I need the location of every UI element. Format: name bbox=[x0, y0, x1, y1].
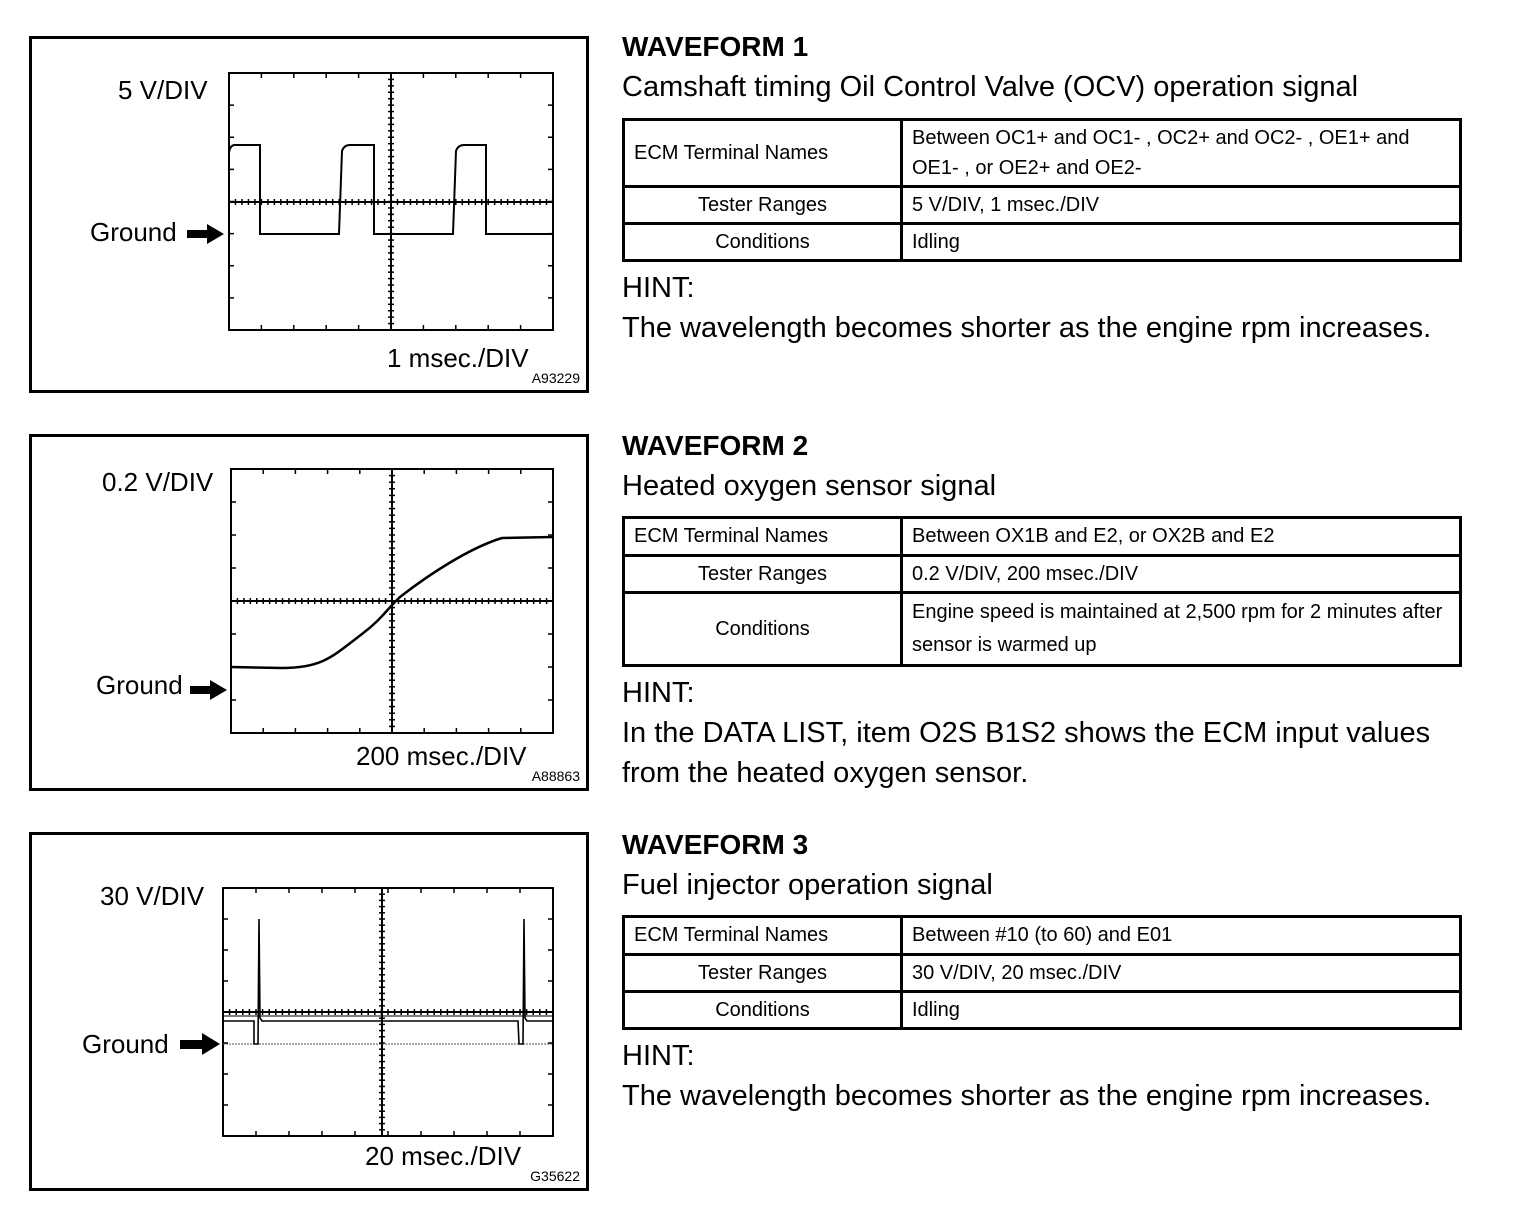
ground-arrow-icon bbox=[190, 680, 227, 700]
table-row bbox=[624, 955, 1461, 992]
table-row bbox=[624, 593, 1461, 666]
table-row bbox=[624, 120, 1461, 187]
waveform-subtitle: Fuel injector operation signal bbox=[622, 869, 993, 901]
waveform-section-1 bbox=[622, 32, 1464, 348]
row-value: Between OC1+ and OC1- , OC2+ and OC2- , OE1+ and OE1- , or OE2+ and OE2- bbox=[902, 120, 1461, 187]
hint-text: The wavelength becomes shorter as the engine rpm increases. bbox=[622, 1080, 1432, 1112]
row-key: ECM Terminal Names bbox=[624, 518, 902, 556]
table-row bbox=[624, 518, 1461, 556]
waveform-heading: WAVEFORM 2 bbox=[622, 430, 809, 461]
row-value: 30 V/DIV, 20 msec./DIV bbox=[902, 955, 1461, 992]
volts-per-div-label: 0.2 V/DIV bbox=[102, 467, 214, 497]
table-row bbox=[624, 187, 1461, 224]
figure-id: A88863 bbox=[531, 768, 580, 784]
hint-label: HINT: bbox=[622, 1040, 695, 1072]
hint-label: HINT: bbox=[622, 677, 695, 709]
figure-id: A93229 bbox=[531, 370, 580, 386]
ground-arrow-icon bbox=[187, 224, 224, 244]
waveform-heading: WAVEFORM 1 bbox=[622, 31, 809, 62]
row-key: Tester Ranges bbox=[624, 187, 902, 224]
time-per-div-label: 1 msec./DIV bbox=[387, 343, 529, 373]
row-value: Idling bbox=[902, 224, 1461, 261]
time-per-div-label: 200 msec./DIV bbox=[356, 741, 527, 771]
scope-panel-1 bbox=[29, 36, 589, 393]
hint-text: The wavelength becomes shorter as the engine rpm increases. bbox=[622, 312, 1432, 344]
row-value: Idling bbox=[902, 992, 1461, 1029]
time-per-div-label: 20 msec./DIV bbox=[365, 1141, 522, 1171]
row-value: Between #10 (to 60) and E01 bbox=[902, 917, 1461, 955]
row-key: ECM Terminal Names bbox=[624, 120, 902, 187]
row-value: Between OX1B and E2, or OX2B and E2 bbox=[902, 518, 1461, 556]
scope-panel-3 bbox=[29, 832, 589, 1191]
waveform-section-3 bbox=[622, 830, 1464, 1116]
row-key: Conditions bbox=[624, 593, 902, 666]
row-value: Engine speed is maintained at 2,500 rpm for 2 minutes after sensor is warmed up bbox=[902, 593, 1461, 666]
spec-table bbox=[622, 915, 1462, 1030]
ground-label: Ground bbox=[96, 670, 183, 700]
volts-per-div-label: 30 V/DIV bbox=[100, 881, 205, 911]
row-key: Tester Ranges bbox=[624, 556, 902, 593]
hint-label: HINT: bbox=[622, 272, 695, 304]
row-value: 0.2 V/DIV, 200 msec./DIV bbox=[902, 556, 1461, 593]
volts-per-div-label: 5 V/DIV bbox=[118, 75, 208, 105]
waveform-subtitle: Heated oxygen sensor signal bbox=[622, 470, 997, 502]
row-key: Conditions bbox=[624, 224, 902, 261]
row-key: ECM Terminal Names bbox=[624, 917, 902, 955]
waveform-section-2 bbox=[622, 431, 1464, 793]
table-row bbox=[624, 224, 1461, 261]
row-key: Conditions bbox=[624, 992, 902, 1029]
table-row bbox=[624, 992, 1461, 1029]
waveform-subtitle: Camshaft timing Oil Control Valve (OCV) operation signal bbox=[622, 71, 1359, 103]
row-value: 5 V/DIV, 1 msec./DIV bbox=[902, 187, 1461, 224]
table-row bbox=[624, 917, 1461, 955]
ground-label: Ground bbox=[82, 1029, 169, 1059]
scope-panel-2 bbox=[29, 434, 589, 791]
table-row bbox=[624, 556, 1461, 593]
spec-table bbox=[622, 118, 1462, 262]
figure-id: G35622 bbox=[530, 1168, 580, 1184]
injector-signal-trace bbox=[223, 919, 553, 1044]
ground-label: Ground bbox=[90, 217, 177, 247]
ground-arrow-icon bbox=[180, 1033, 220, 1055]
row-key: Tester Ranges bbox=[624, 955, 902, 992]
hint-text: In the DATA LIST, item O2S B1S2 shows the ECM input values from the heated oxygen sensor. bbox=[622, 717, 1431, 789]
waveform-heading: WAVEFORM 3 bbox=[622, 829, 809, 860]
spec-table bbox=[622, 516, 1462, 667]
